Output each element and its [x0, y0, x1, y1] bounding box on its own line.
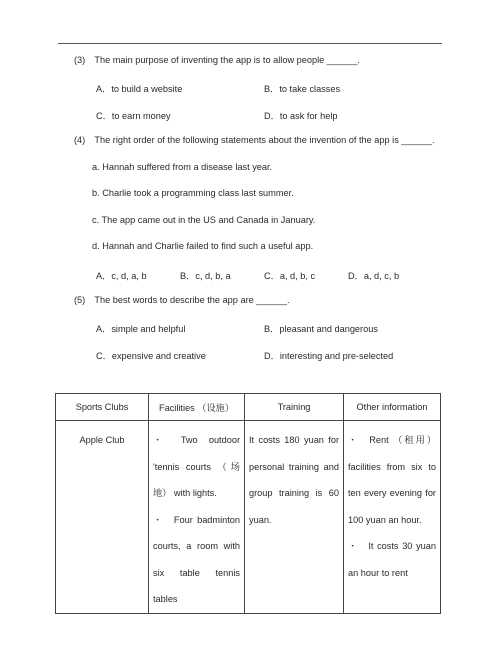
facilities-item: Two outdoor 'tennis courts （场地） with lights. [153, 435, 240, 498]
option-text: a, d, c, b [363, 271, 400, 281]
option-d: D．interesting and pre-selected [264, 351, 394, 361]
header-facilities: Facilities （设施） [149, 394, 245, 421]
option-c: C．to earn money [96, 111, 171, 121]
question-number: (3) [74, 55, 86, 65]
option-letter: B [264, 324, 271, 334]
other-information-cell [344, 421, 441, 614]
option-text: c, d, a, b [111, 271, 147, 281]
club-name: Apple Club [79, 435, 125, 445]
bullet: ・ [153, 514, 164, 525]
option-text: expensive and creative [111, 351, 206, 361]
facilities-item: Four badminton courts, a room with six table tennis tables [153, 514, 240, 604]
statement-d: d. Hannah and Charlie failed to find such a useful app. [92, 241, 314, 251]
option-c: C．a, d, b, c [264, 271, 316, 281]
training-text: It costs 180 yuan for personal training and group training is 60 yuan. [249, 435, 339, 525]
statement-a: a. Hannah suffered from a disease last year. [92, 162, 273, 172]
header-training: Training [245, 394, 344, 421]
question-5 [74, 295, 290, 305]
option-d: D．a, d, c, b [348, 271, 400, 281]
statement-b: b. Charlie took a programming class last summer. [92, 188, 294, 198]
option-text: to ask for help [279, 111, 338, 121]
option-letter: C [264, 271, 271, 281]
option-a: A．simple and helpful [96, 324, 186, 334]
bullet: ・ [153, 435, 171, 445]
question-number: (5) [74, 295, 86, 305]
option-letter: A [96, 271, 103, 281]
option-letter: D [264, 351, 271, 361]
table-header-row [56, 394, 441, 421]
question-3 [74, 55, 360, 65]
option-b: B．c, d, b, a [180, 271, 231, 281]
option-text: to build a website [111, 84, 183, 94]
bullet: ・ [348, 541, 359, 551]
bullet: ・ [348, 435, 360, 445]
question-number: (4) [74, 135, 86, 145]
option-letter: B [264, 84, 271, 94]
question-text: The best words to describe the app are ______. [94, 295, 290, 305]
header-sports-clubs: Sports Clubs [56, 394, 149, 421]
question-4 [74, 135, 435, 145]
other-info-item: Rent （租用） facilities from six to ten every evening for 100 yuan an hour. [348, 435, 437, 525]
option-text: to take classes [279, 84, 341, 94]
option-a: A．to build a website [96, 84, 183, 94]
option-text: a, d, b, c [279, 271, 316, 281]
option-letter: C [96, 351, 103, 361]
facilities-cell [149, 421, 245, 614]
option-b: B．pleasant and dangerous [264, 324, 378, 334]
training-cell [245, 421, 344, 614]
header-other-information: Other information [344, 394, 441, 421]
option-b: B．to take classes [264, 84, 341, 94]
club-name-cell [56, 421, 149, 614]
option-text: c, d, b, a [195, 271, 231, 281]
top-rule [58, 43, 442, 44]
option-letter: A [96, 84, 103, 94]
option-a: A．c, d, a, b [96, 271, 147, 281]
sports-clubs-table [55, 393, 441, 614]
option-letter: C [96, 111, 103, 121]
option-text: pleasant and dangerous [279, 324, 378, 334]
option-text: simple and helpful [111, 324, 186, 334]
option-c: C．expensive and creative [96, 351, 206, 361]
table-row [56, 421, 441, 614]
statement-c: c. The app came out in the US and Canada in January. [92, 215, 316, 225]
option-letter: D [348, 271, 355, 281]
question-text: The main purpose of inventing the app is to allow people ______. [94, 55, 360, 65]
other-info-item: It costs 30 yuan an hour to rent [348, 541, 437, 578]
option-letter: A [96, 324, 103, 334]
option-letter: B [180, 271, 187, 281]
option-text: to earn money [111, 111, 171, 121]
question-text: The right order of the following statements about the invention of the app is ______. [94, 135, 435, 145]
option-d: D．to ask for help [264, 111, 338, 121]
option-text: interesting and pre-selected [279, 351, 394, 361]
option-letter: D [264, 111, 271, 121]
